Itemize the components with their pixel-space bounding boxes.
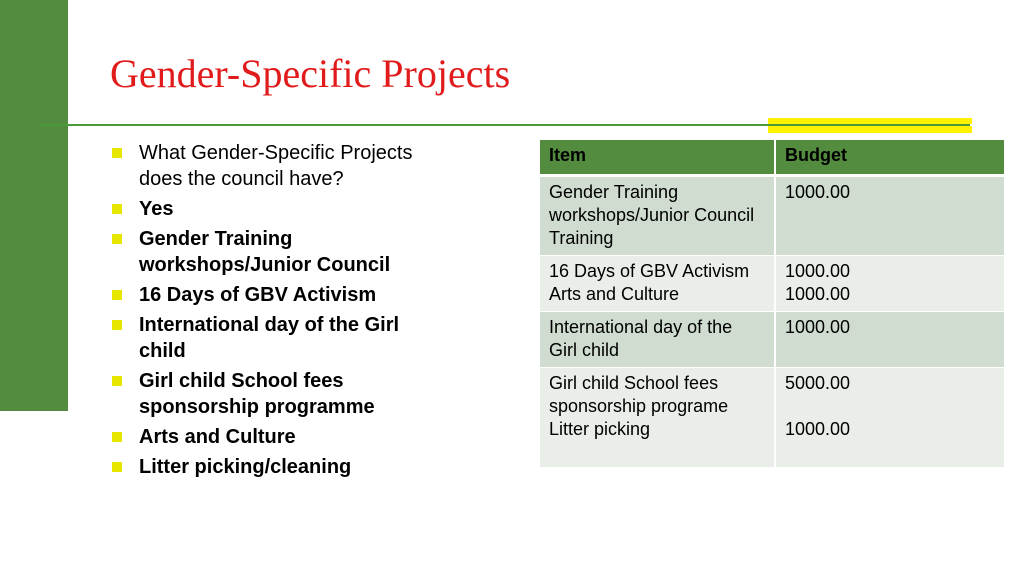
item-text: Litter picking [549, 419, 651, 439]
bullet-text: Yes [139, 198, 174, 220]
item-cell [539, 256, 775, 312]
item-text: Gender Training workshops/Junior Council Training [549, 182, 755, 248]
item-cell [539, 312, 775, 368]
table-row [539, 368, 1005, 468]
column-header-item: Item [539, 140, 775, 176]
square-bullet-icon [112, 432, 122, 442]
table-row [539, 312, 1005, 368]
left-accent-bar [0, 0, 68, 411]
budget-cell [775, 312, 1005, 368]
budget-value: 1000.00 [785, 182, 851, 202]
slide-title: Gender-Specific Projects [110, 51, 511, 96]
item-text: Girl child School fees sponsorship programe [549, 373, 729, 416]
budget-cell [775, 368, 1005, 468]
bullet-text: Arts and Culture [139, 426, 296, 448]
square-bullet-icon [112, 320, 122, 330]
square-bullet-icon [112, 376, 122, 386]
item-cell [539, 176, 775, 256]
bullet-list [112, 140, 442, 484]
column-header-budget: Budget [775, 140, 1005, 176]
item-text: 16 Days of GBV Activism [549, 261, 750, 281]
bullet-item [112, 226, 442, 278]
budget-value: 1000.00 [785, 317, 851, 337]
bullet-item [112, 282, 442, 308]
budget-value: 5000.00 [785, 373, 851, 393]
square-bullet-icon [112, 148, 122, 158]
highlight-stripe-bottom [768, 126, 972, 133]
budget-cell [775, 256, 1005, 312]
bullet-item [112, 424, 442, 450]
square-bullet-icon [112, 290, 122, 300]
bullet-item [112, 312, 442, 364]
budget-table [538, 140, 1006, 468]
item-text: International day of the Girl child [549, 317, 733, 360]
bullet-text: 16 Days of GBV Activism [139, 284, 377, 306]
highlight-stripe-top [768, 118, 972, 124]
bullet-item [112, 454, 442, 480]
budget-value: 1000.00 [785, 261, 851, 281]
table-row [539, 176, 1005, 256]
item-text: Arts and Culture [549, 284, 680, 304]
table-header-row [539, 140, 1005, 176]
budget-spacer [785, 395, 995, 418]
item-cell [539, 368, 775, 468]
table-row [539, 256, 1005, 312]
budget-cell [775, 176, 1005, 256]
bullet-text: Gender Training workshops/Junior Council [139, 228, 391, 276]
bullet-text: What Gender-Specific Projects does the council have? [139, 142, 413, 190]
bullet-text: Litter picking/cleaning [139, 456, 352, 478]
budget-value: 1000.00 [785, 284, 851, 304]
bullet-item [112, 140, 442, 192]
bullet-text: International day of the Girl child [139, 314, 400, 362]
bullet-text: Girl child School fees sponsorship programme [139, 370, 375, 418]
bullet-item [112, 368, 442, 420]
square-bullet-icon [112, 234, 122, 244]
square-bullet-icon [112, 462, 122, 472]
square-bullet-icon [112, 204, 122, 214]
bullet-item [112, 196, 442, 222]
budget-value: 1000.00 [785, 419, 851, 439]
